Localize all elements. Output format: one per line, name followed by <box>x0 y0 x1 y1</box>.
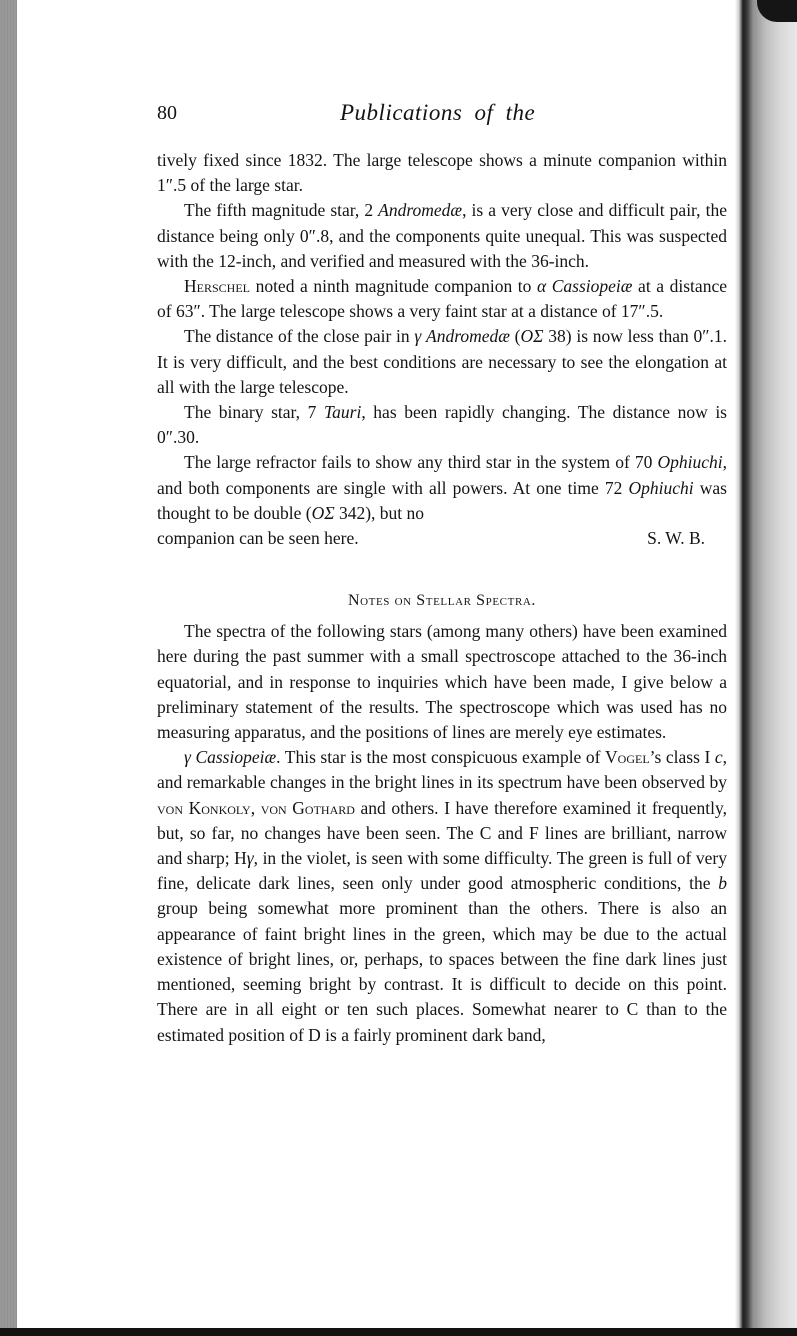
paragraph-herschel: Herschel noted a ninth magnitude companion to α Cassiopeiæ at a distance of 63″. The large telescope shows a very faint star at a distance of 17″.5. <box>157 276 727 322</box>
book-page <box>157 100 727 1048</box>
page-number: 80 <box>157 102 177 124</box>
running-title: Publications of the <box>340 100 536 125</box>
paragraph-2-andromedae: The fifth magnitude star, 2 Andromedæ, is a very close and difficult pair, the distance being only 0″.8, and the components quite unequal. This was suspected with the 12-inch, and verified and measured with the 36-inch. <box>157 200 727 271</box>
paragraph-continued: tively fixed since 1832. The large telescope shows a minute companion within 1″.5 of the large star. <box>157 150 727 196</box>
paragraph-7-tauri: The binary star, 7 Tauri, has been rapidly changing. The distance now is 0″.30. <box>157 402 727 448</box>
paragraph-gamma-cassiopeiae: γ Cassiopeiæ. This star is the most conspicuous example of Vogel’s class I c, and remarkable changes in the bright lines in its spectrum have been observed by von Konkoly, von Gothard and others. I have therefore examined it frequently, but, so far, no changes have been seen. The C and F lines are brilliant, narrow and sharp; Hγ, in the violet, is seen with some difficulty. The green is full of very fine, delicate dark lines, seen only under good atmospheric conditions, the b group being somewhat more prominent than the others. There is also an appearance of faint bright lines in the green, which may be due to the actual existence of bright lines, or, perhaps, to spaces between the fine dark lines just mentioned, seeming bright by contrast. It is difficult to decide on this point. There are in all eight or ten such places. Somewhat nearer to C than to the estimated position of D is a fairly prominent dark band, <box>157 747 728 1045</box>
paragraph-gamma-andromedae: The distance of the close pair in γ Andromedæ (OΣ 38) is now less than 0″.1. It is very difficult, and the best conditions are necessary to see the elongation at all with the large telescope. <box>157 326 728 397</box>
closing-text: companion can be seen here. <box>157 528 359 549</box>
paragraph-spectra-intro: The spectra of the following stars (among many others) have been examined here during the past summer with a small spectroscope attached to the 36-inch equatorial, and in response to inquiries which have been made, I give below a preliminary statement of the results. The spectroscope which was used has no measuring apparatus, and the positions of lines are merely eye estimates. <box>157 621 727 743</box>
closing-line <box>157 526 727 551</box>
paragraph-ophiuchi: The large refractor fails to show any third star in the system of 70 Ophiuchi, and both components are single with all powers. At one time 72 Ophiuchi was thought to be double (OΣ 342), but no <box>157 452 727 523</box>
section-heading: Notes on Stellar Spectra. <box>347 592 537 610</box>
scan-bottom-edge <box>0 1328 797 1336</box>
running-head <box>157 100 727 134</box>
book-gutter-shadow <box>735 0 797 1336</box>
author-signature: S. W. B. <box>647 528 705 549</box>
book-binding-edge <box>0 0 17 1336</box>
